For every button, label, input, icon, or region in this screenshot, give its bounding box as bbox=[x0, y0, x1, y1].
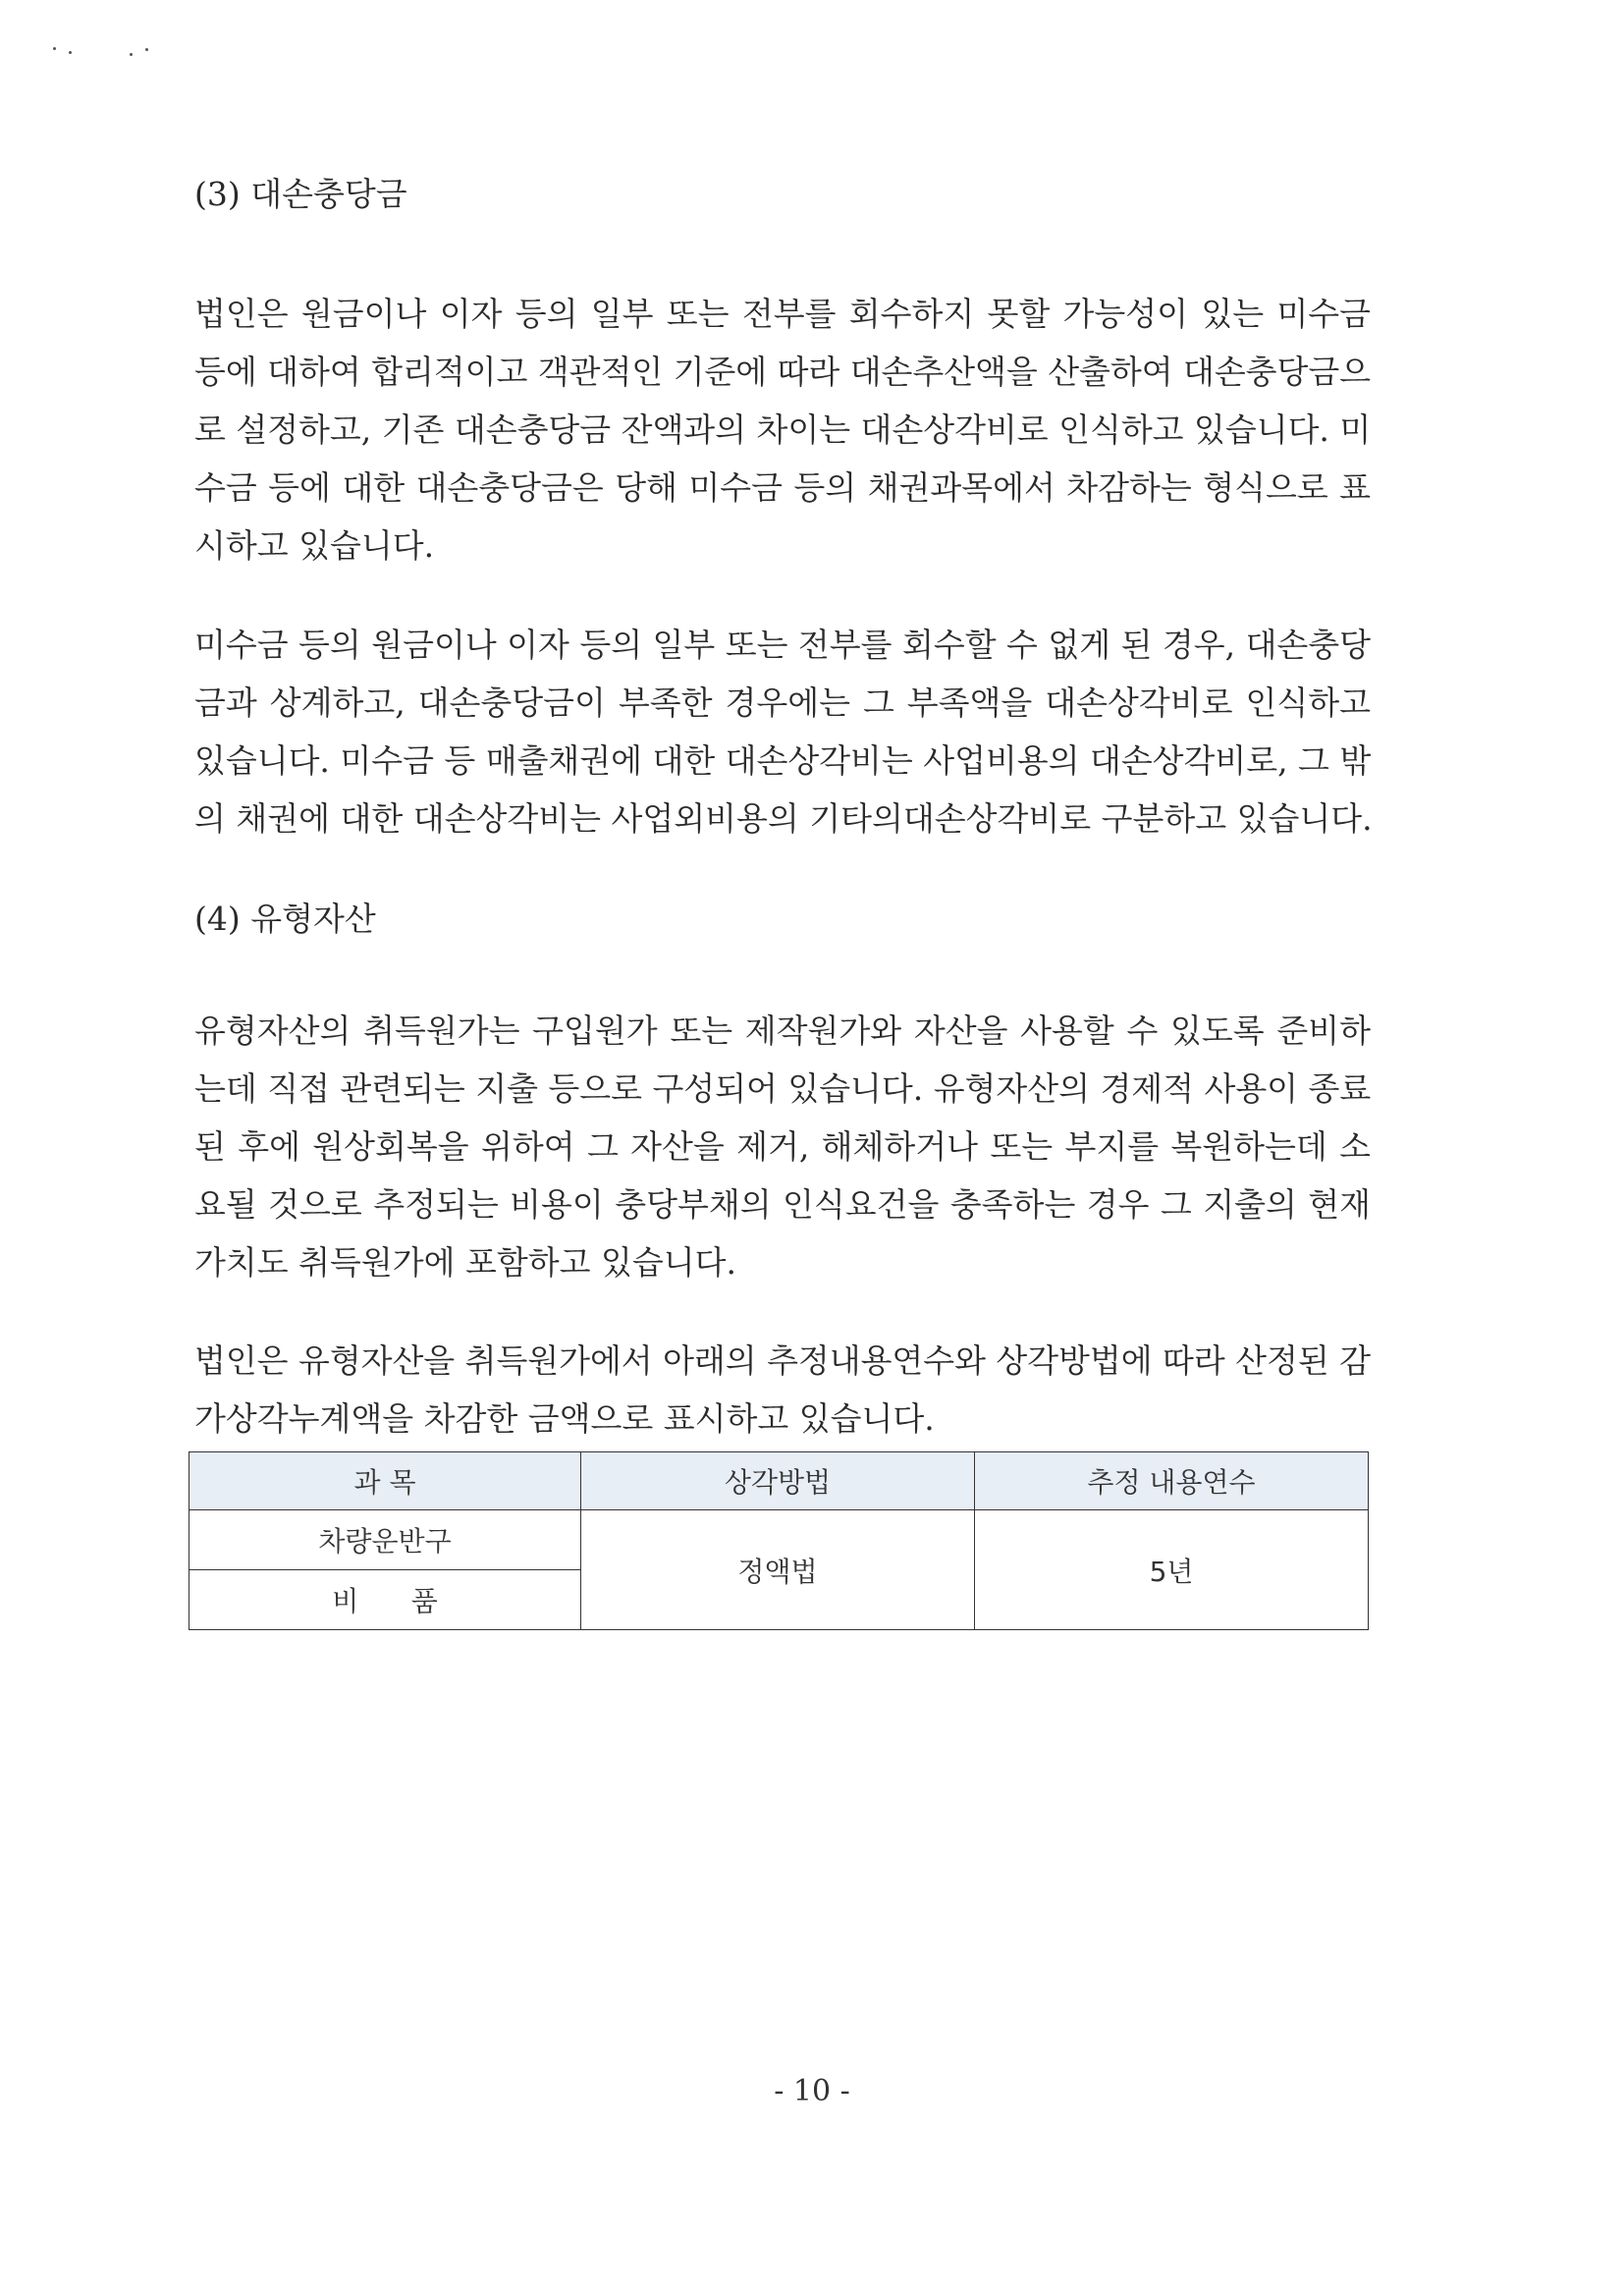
text-line: 유형자산의 취득원가는 구입원가 또는 제작원가와 자산을 사용할 수 있도록 준비하 bbox=[194, 1011, 1371, 1050]
text-line: 있습니다. 미수금 등 매출채권에 대한 대손상각비는 사업비용의 대손상각비로, 그 밖 bbox=[194, 741, 1372, 780]
text-line: 가상각누계액을 차감한 금액으로 표시하고 있습니다. bbox=[194, 1399, 935, 1438]
table-row bbox=[189, 1510, 1369, 1570]
text-line: 는데 직접 관련되는 지출 등으로 구성되어 있습니다. 유형자산의 경제적 사용이 종료 bbox=[194, 1069, 1372, 1108]
cell-life-value: 5년 bbox=[975, 1510, 1369, 1630]
text-line: 된 후에 원상회복을 위하여 그 자산을 제거, 해체하거나 또는 부지를 복원하는데 소 bbox=[194, 1127, 1371, 1166]
header-account: 과 목 bbox=[189, 1452, 581, 1510]
text-line: 미수금 등의 원금이나 이자 등의 일부 또는 전부를 회수할 수 없게 된 경우, 대손충당 bbox=[194, 626, 1371, 664]
text-line: 법인은 유형자산을 취득원가에서 아래의 추정내용연수와 상각방법에 따라 산정된 감 bbox=[194, 1341, 1371, 1380]
paragraph-allowance-1 bbox=[194, 285, 1371, 574]
text-line: 금과 상계하고, 대손충당금이 부족한 경우에는 그 부족액을 대손상각비로 인식하고 bbox=[194, 683, 1371, 722]
page-number: - 10 - bbox=[774, 2074, 850, 2108]
scan-specks bbox=[39, 43, 196, 63]
text-line: 가치도 취득원가에 포함하고 있습니다. bbox=[194, 1243, 737, 1282]
text-line: 의 채권에 대한 대손상각비는 사업외비용의 기타의대손상각비로 구분하고 있습니다. bbox=[194, 799, 1373, 838]
header-useful-life: 추정 내용연수 bbox=[975, 1452, 1369, 1510]
section-heading-allowance: (3) 대손충당금 bbox=[194, 175, 407, 213]
text-line: 요될 것으로 추정되는 비용이 충당부채의 인식요건을 충족하는 경우 그 지출의 현재 bbox=[194, 1185, 1371, 1224]
text-line: 수금 등에 대한 대손충당금은 당해 미수금 등의 채권과목에서 차감하는 형식으로 표 bbox=[194, 468, 1371, 507]
paragraph-tangible-1 bbox=[194, 1002, 1371, 1291]
cell-method-value: 정액법 bbox=[581, 1510, 975, 1630]
depreciation-table bbox=[189, 1451, 1369, 1630]
text-line: 법인은 원금이나 이자 등의 일부 또는 전부를 회수하지 못할 가능성이 있는 미수금 bbox=[194, 295, 1371, 333]
text-line: 등에 대하여 합리적이고 객관적인 기준에 따라 대손추산액을 산출하여 대손충당금으 bbox=[194, 353, 1371, 391]
paragraph-tangible-2 bbox=[194, 1332, 1371, 1448]
text-line: 로 설정하고, 기존 대손충당금 잔액과의 차이는 대손상각비로 인식하고 있습니다. 미 bbox=[194, 410, 1372, 449]
table-header-row bbox=[189, 1452, 1369, 1510]
section-heading-tangible-assets: (4) 유형자산 bbox=[194, 900, 376, 938]
text-line: 시하고 있습니다. bbox=[194, 526, 435, 565]
cell-item-vehicles: 차량운반구 bbox=[189, 1510, 581, 1570]
cell-item-equipment: 비 품 bbox=[189, 1570, 581, 1630]
header-method: 상각방법 bbox=[581, 1452, 975, 1510]
paragraph-allowance-2 bbox=[194, 616, 1371, 847]
